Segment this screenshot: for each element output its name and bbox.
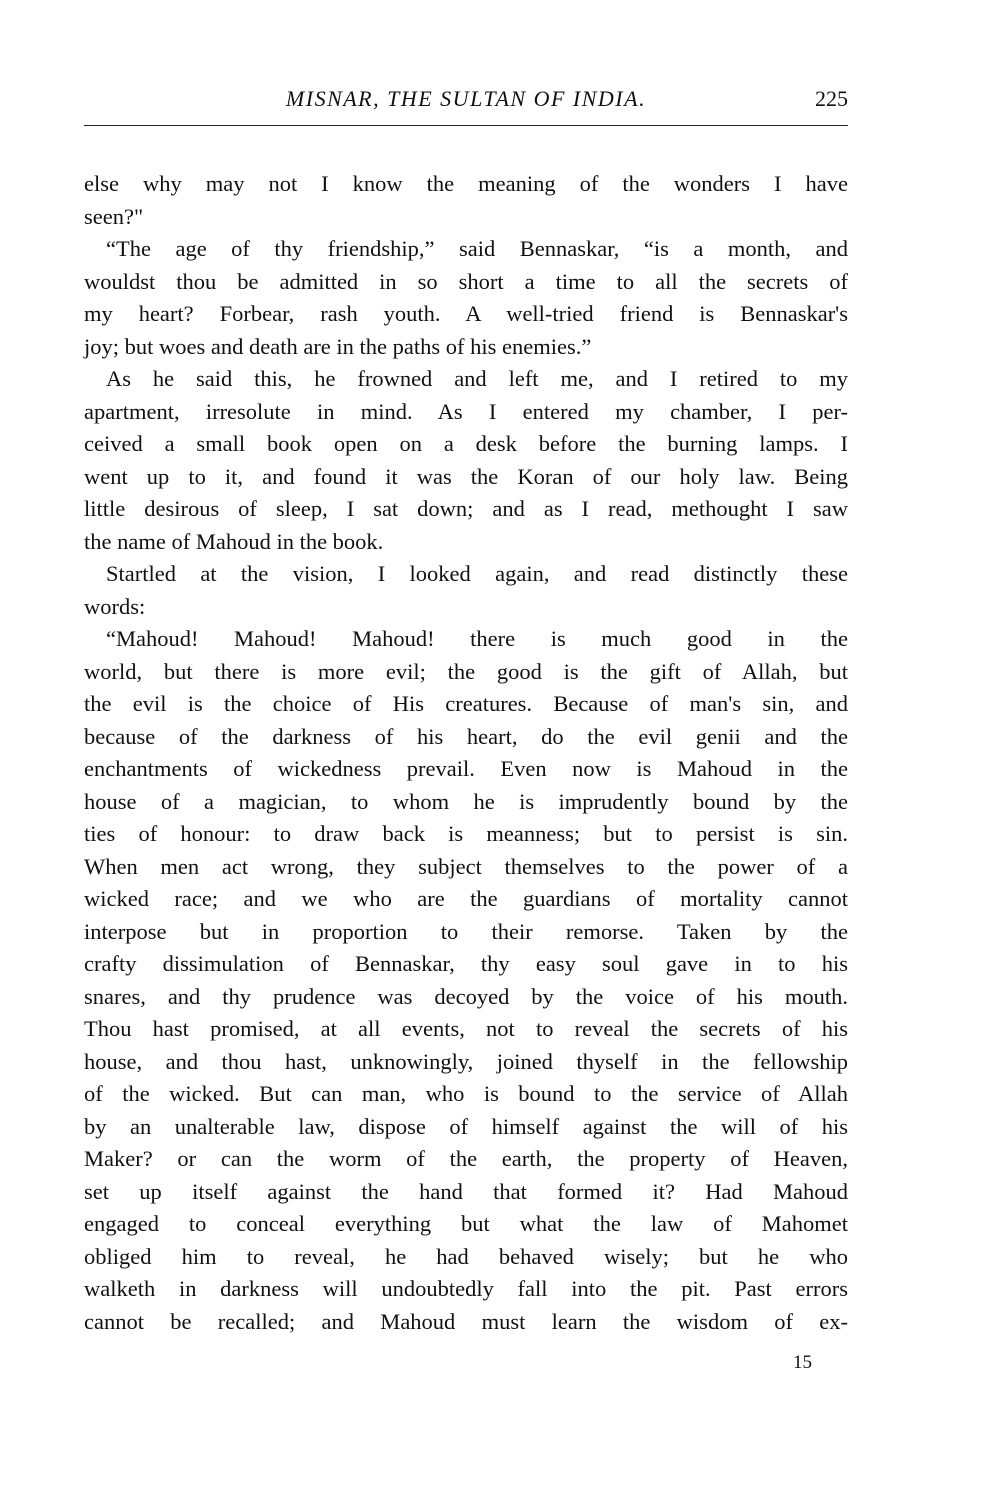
text-line: house, and thou hast, unknowingly, joined thyself in the fellowship — [84, 1048, 848, 1074]
text-line: else why may not I know the meaning of the wonders I have — [84, 171, 848, 196]
text-line: Startled at the vision, I looked again, and read distinctly these — [106, 561, 848, 586]
text-line: Thou hast promised, at all events, not to reveal the secrets of his — [84, 1016, 848, 1041]
text-line: world, but there is more evil; the good is the gift of Allah, but — [84, 658, 848, 684]
text-line: “The age of thy friendship,” said Bennaskar, “is a month, and — [106, 236, 848, 261]
text-line: engaged to conceal everything but what the law of Mahomet — [84, 1211, 848, 1236]
signature-mark: 15 — [793, 1352, 812, 1373]
text-line: house of a magician, to whom he is imprudently bound by the — [84, 788, 848, 814]
running-title: MISNAR, THE SULTAN OF INDIA. — [285, 86, 647, 111]
text-line: the evil is the choice of His creatures. Because of man's sin, and — [84, 691, 848, 716]
text-line: cannot be recalled; and Mahoud must learn the wisdom of ex- — [84, 1308, 848, 1334]
text-line: apartment, irresolute in mind. As I entered my chamber, I per- — [84, 398, 848, 424]
text-line: of the wicked. But can man, who is bound to the service of Allah — [84, 1081, 848, 1106]
text-line: words: — [84, 593, 146, 619]
text-line: by an unalterable law, dispose of himself against the will of his — [84, 1113, 848, 1139]
text-line: ceived a small book open on a desk before the burning lamps. I — [84, 431, 848, 456]
text-line: ties of honour: to draw back is meanness; but to persist is sin. — [84, 821, 848, 846]
header-rule — [84, 125, 848, 126]
page-header — [84, 82, 848, 118]
text-line: interpose but in proportion to their remorse. Taken by the — [84, 918, 848, 944]
text-line: because of the darkness of his heart, do the evil genii and the — [84, 723, 848, 749]
text-line: snares, and thy prudence was decoyed by the voice of his mouth. — [84, 983, 848, 1009]
text-line: wouldst thou be admitted in so short a time to all the secrets of — [84, 268, 848, 294]
body-text — [84, 168, 848, 1338]
text-line: enchantments of wickedness prevail. Even now is Mahoud in the — [84, 756, 848, 781]
text-line: walketh in darkness will undoubtedly fall into the pit. Past errors — [84, 1276, 848, 1301]
text-line: “Mahoud! Mahoud! Mahoud! there is much good in the — [106, 626, 848, 651]
text-line: Maker? or can the worm of the earth, the property of Heaven, — [84, 1146, 848, 1171]
text-line: little desirous of sleep, I sat down; and as I read, methought I saw — [84, 496, 848, 521]
text-line: my heart? Forbear, rash youth. A well-tried friend is Bennaskar's — [84, 301, 848, 326]
text-line: seen?" — [84, 203, 144, 229]
text-line: set up itself against the hand that formed it? Had Mahoud — [84, 1178, 848, 1204]
text-line: the name of Mahoud in the book. — [84, 528, 384, 554]
text-line: When men act wrong, they subject themselves to the power of a — [84, 853, 848, 879]
text-line: went up to it, and found it was the Koran of our holy law. Being — [84, 463, 848, 489]
text-line: As he said this, he frowned and left me, and I retired to my — [106, 366, 848, 391]
text-line: joy; but woes and death are in the paths of his enemies.” — [84, 333, 592, 359]
text-line: obliged him to reveal, he had behaved wisely; but he who — [84, 1243, 848, 1269]
text-line: wicked race; and we who are the guardians of mortality cannot — [84, 886, 848, 911]
text-line: crafty dissimulation of Bennaskar, thy easy soul gave in to his — [84, 951, 848, 976]
page-number: 225 — [815, 86, 848, 111]
